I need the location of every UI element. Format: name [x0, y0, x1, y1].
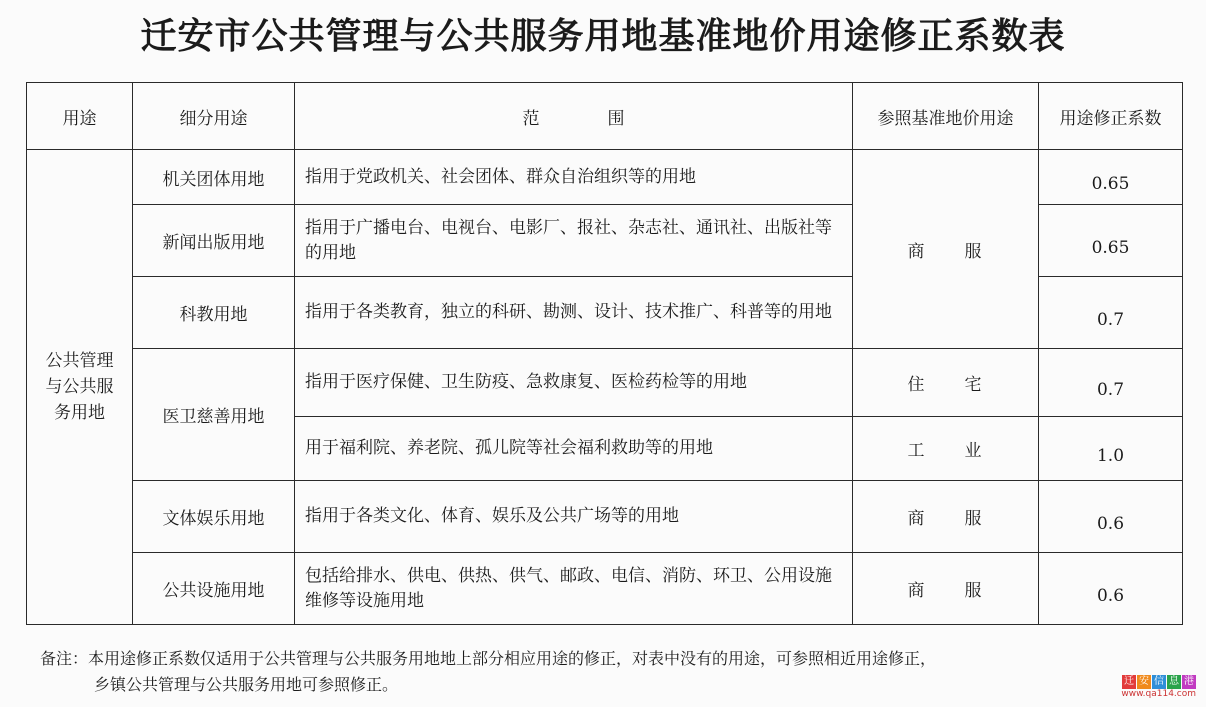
header-ref: 参照基准地价用途 — [853, 83, 1039, 150]
ref-cell — [853, 481, 1039, 553]
table-header-row — [27, 83, 1183, 150]
coef-cell: 0.6 — [1039, 553, 1183, 625]
watermark-char: 港 — [1184, 676, 1194, 687]
subuse-cell: 科教用地 — [133, 277, 295, 349]
ref-cell — [853, 150, 1039, 349]
watermark-char: 安 — [1139, 676, 1149, 687]
watermark-url: www.qa114.com — [1121, 689, 1196, 699]
page-title: 迁安市公共管理与公共服务用地基准地价用途修正系数表 — [140, 16, 1066, 57]
subuse-cell: 机关团体用地 — [133, 150, 295, 205]
subuse-cell: 医卫慈善用地 — [133, 349, 295, 481]
ref-cell — [853, 553, 1039, 625]
ref-value: 商 服 — [907, 509, 984, 529]
ref-value: 商 服 — [907, 241, 984, 262]
scope-cell: 指用于党政机关、社会团体、群众自治组织等的用地 — [295, 150, 853, 205]
scope-cell: 用于福利院、养老院、孤儿院等社会福利救助等的用地 — [295, 417, 853, 481]
category-cell — [27, 150, 133, 625]
watermark-char: 信 — [1154, 676, 1164, 687]
coef-cell: 0.7 — [1039, 349, 1183, 417]
watermark — [1121, 669, 1196, 699]
table-row — [27, 553, 1183, 625]
subuse-cell: 新闻出版用地 — [133, 205, 295, 277]
coef-cell: 0.6 — [1039, 481, 1183, 553]
table-row — [27, 150, 1183, 205]
ref-cell — [853, 417, 1039, 481]
table-row — [27, 481, 1183, 553]
header-scope: 范 围 — [295, 83, 853, 150]
coefficient-table — [26, 82, 1183, 625]
watermark-char: 息 — [1169, 676, 1179, 687]
header-coef: 用途修正系数 — [1039, 83, 1183, 150]
coef-cell: 1.0 — [1039, 417, 1183, 481]
ref-value: 商 服 — [907, 581, 984, 601]
coef-cell: 0.65 — [1039, 150, 1183, 205]
footnote — [40, 646, 936, 698]
scope-cell: 指用于各类文化、体育、娱乐及公共广场等的用地 — [295, 481, 853, 553]
ref-cell — [853, 349, 1039, 417]
scope-cell: 包括给排水、供电、供热、供气、邮政、电信、消防、环卫、公用设施维修等设施用地 — [295, 553, 853, 625]
category-label: 公共管理与公共服务用地 — [45, 351, 114, 423]
watermark-logo — [1122, 675, 1196, 689]
header-use: 用途 — [27, 83, 133, 150]
ref-value: 工 业 — [907, 441, 984, 461]
table-row — [27, 349, 1183, 417]
scope-cell: 指用于医疗保健、卫生防疫、急救康复、医检药检等的用地 — [295, 349, 853, 417]
coef-cell: 0.7 — [1039, 277, 1183, 349]
subuse-cell: 文体娱乐用地 — [133, 481, 295, 553]
coef-cell: 0.65 — [1039, 205, 1183, 277]
subuse-cell: 公共设施用地 — [133, 553, 295, 625]
watermark-char: 迁 — [1124, 676, 1134, 687]
scope-cell: 指用于各类教育，独立的科研、勘测、设计、技术推广、科普等的用地 — [295, 277, 853, 349]
ref-value: 住 宅 — [907, 375, 984, 395]
scope-cell: 指用于广播电台、电视台、电影厂、报社、杂志社、通讯社、出版社等的用地 — [295, 205, 853, 277]
footnote-line-1: 备注：本用途修正系数仅适用于公共管理与公共服务用地地上部分相应用途的修正，对表中没有的用途，可参照相近用途修正， — [40, 649, 937, 668]
footnote-line-2: 乡镇公共管理与公共服务用地可参照修正。 — [94, 675, 399, 694]
header-subuse: 细分用途 — [133, 83, 295, 150]
